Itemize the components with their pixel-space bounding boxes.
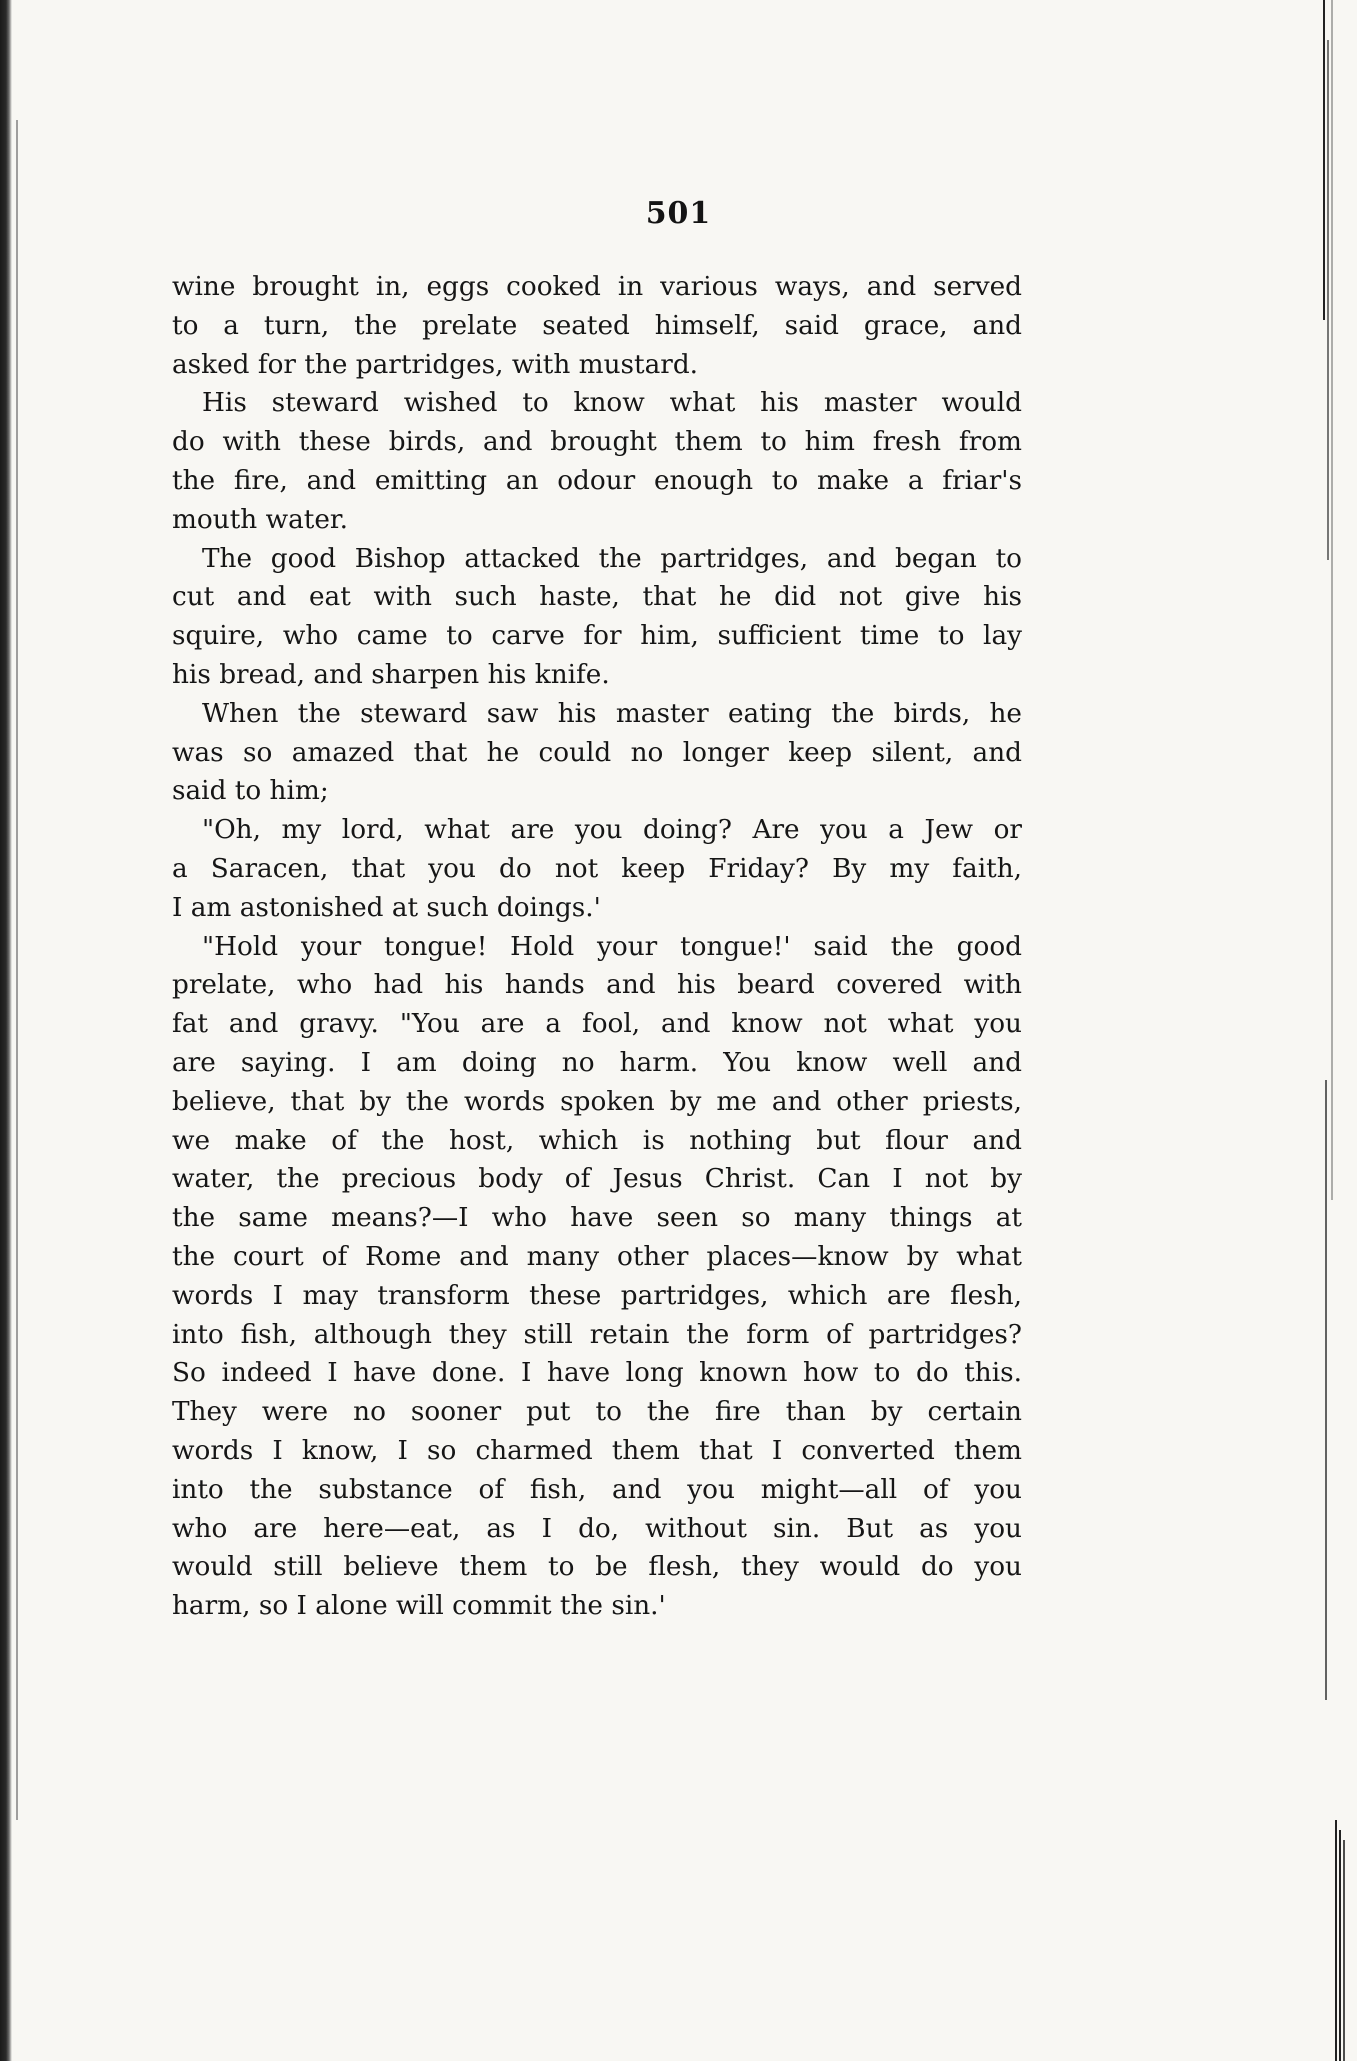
text-line: the court of Rome and many other places—know by what [172, 1241, 1022, 1272]
text-line: "Hold your tongue! Hold your tongue!' said the good [202, 931, 1022, 962]
text-line: the fire, and emitting an odour enough to make a friar's [172, 465, 1022, 496]
text-line: into fish, although they still retain the form of partridges? [172, 1319, 1022, 1350]
text-line: When the steward saw his master eating the birds, he [202, 698, 1022, 729]
text-line: water, the precious body of Jesus Christ. Can I not by [172, 1164, 1022, 1195]
paragraph [172, 268, 1022, 384]
text-line: wine brought in, eggs cooked in various ways, and served [172, 272, 1022, 302]
paragraph [172, 384, 1022, 539]
text-line: prelate, who had his hands and his beard covered with [172, 970, 1022, 1001]
text-line: do with these birds, and brought them to him fresh from [172, 427, 1022, 458]
page-number: 501 [645, 196, 712, 231]
text-line: said to him; [172, 776, 329, 807]
text-line: words I know, I so charmed them that I converted them [172, 1435, 1022, 1466]
text-line: was so amazed that he could no longer keep silent, and [172, 737, 1022, 768]
text-line: who are here—eat, as I do, without sin. But as you [172, 1513, 1022, 1544]
text-line: words I may transform these partridges, which are flesh, [172, 1280, 1022, 1311]
text-line: So indeed I have done. I have long known how to do this. [172, 1358, 1022, 1389]
text-line: asked for the partridges, with mustard. [172, 349, 699, 380]
text-line: would still believe them to be flesh, they would do you [172, 1552, 1022, 1583]
paragraph [172, 928, 1022, 1626]
text-line: I am astonished at such doings.' [172, 892, 601, 923]
body-text [172, 268, 1022, 1626]
text-line: to a turn, the prelate seated himself, said grace, and [172, 310, 1022, 341]
text-line: a Saracen, that you do not keep Friday? By my faith, [172, 853, 1022, 884]
text-line: They were no sooner put to the fire than by certain [172, 1397, 1022, 1428]
scan-right-edge [1321, 0, 1347, 2061]
text-line: the same means?—I who have seen so many things at [172, 1203, 1022, 1234]
text-line: we make of the host, which is nothing but flour and [172, 1125, 1022, 1156]
text-line: into the substance of fish, and you might—all of you [172, 1474, 1022, 1505]
text-line: believe, that by the words spoken by me and other priests, [172, 1086, 1022, 1117]
text-line: fat and gravy. "You are a fool, and know not what you [172, 1009, 1022, 1040]
scan-left-edge [0, 0, 12, 2061]
text-line: his bread, and sharpen his knife. [172, 659, 610, 690]
text-line: "Oh, my lord, what are you doing? Are you a Jew or [202, 815, 1022, 846]
text-line: cut and eat with such haste, that he did not give his [172, 582, 1022, 613]
paragraph [172, 695, 1022, 811]
text-line: harm, so I alone will commit the sin.' [172, 1591, 666, 1622]
text-line: mouth water. [172, 504, 348, 535]
scan-left-gutter-line [16, 120, 18, 1820]
text-line: squire, who came to carve for him, sufficient time to lay [172, 621, 1022, 652]
text-line: The good Bishop attacked the partridges, and began to [202, 543, 1022, 574]
paragraph [172, 540, 1022, 695]
paragraph [172, 811, 1022, 927]
text-line: His steward wished to know what his master would [202, 388, 1022, 419]
text-line: are saying. I am doing no harm. You know well and [172, 1047, 1022, 1078]
